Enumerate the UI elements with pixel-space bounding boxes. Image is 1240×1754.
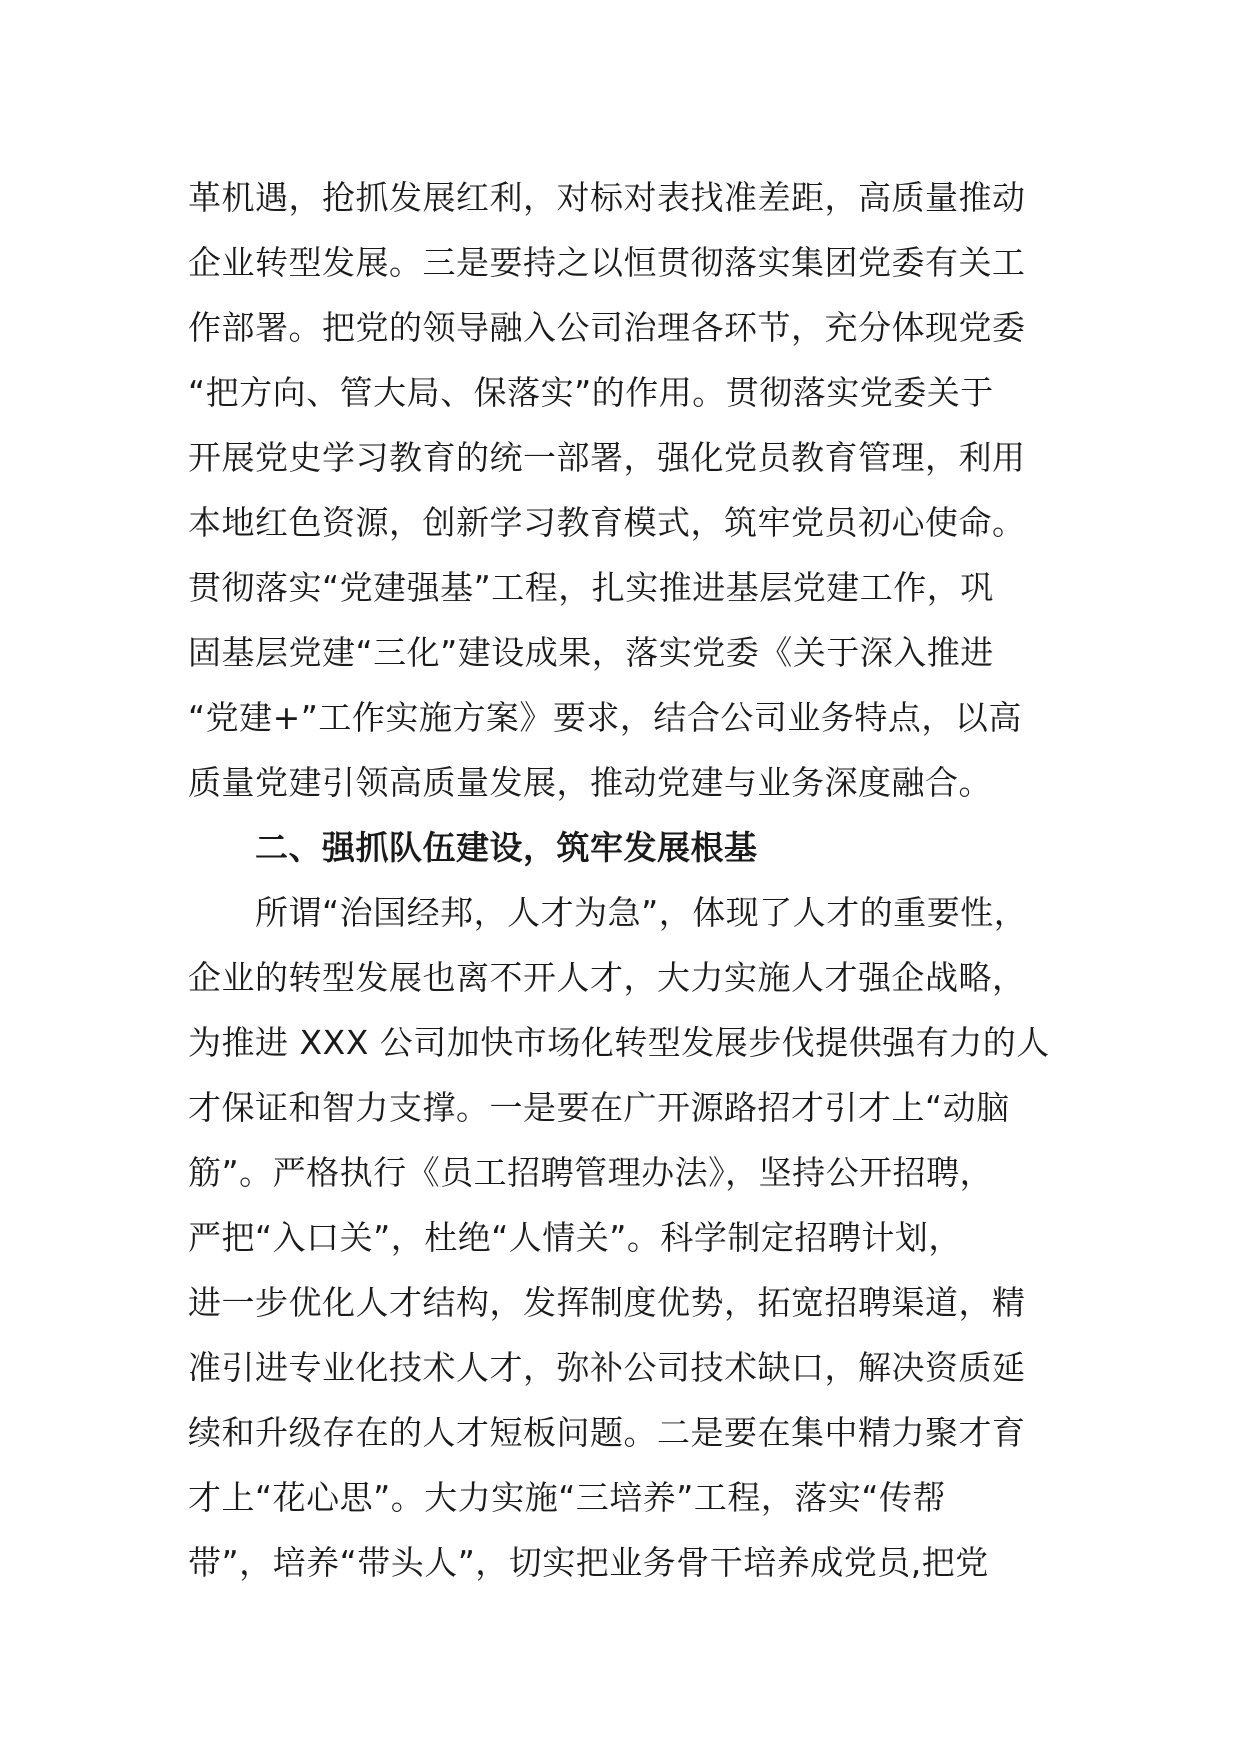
text-line: 企业转型发展。三是要持之以恒贯彻落实集团党委有关工 [188,243,1026,282]
text-line: 贯彻落实“党建强基”工程，扎实推进基层党建工作，巩 [188,568,994,607]
document-body [188,165,1088,1595]
text-line: 续和升级存在的人才短板问题。二是要在集中精力聚才育 [188,1413,1026,1452]
section-heading: 二、强抓队伍建设，筑牢发展根基 [255,828,758,867]
text-line: 筋”。严格执行《员工招聘管理办法》，坚持公开招聘， [188,1153,994,1192]
text-line: 带”，培养“带头人”，切实把业务骨干培养成党员,把党 [188,1543,989,1582]
text-line: 固基层党建“三化”建设成果，落实党委《关于深入推进 [188,633,994,672]
paragraph-1 [188,165,1088,815]
text-line: “把方向、管大局、保落实”的作用。贯彻落实党委关于 [188,373,994,412]
text-line: 为推进 XXX 公司加快市场化转型发展步伐提供强有力的人 [188,1023,1050,1062]
text-line: 严把“入口关”，杜绝“人情关”。科学制定招聘计划， [188,1218,962,1257]
paragraph-2 [188,880,1088,1595]
text-line: 企业的转型发展也离不开人才，大力实施人才强企战略， [188,958,1026,997]
text-line: “党建+”工作实施方案》要求，结合公司业务特点，以高 [188,698,1022,737]
text-line: 质量党建引领高质量发展，推动党建与业务深度融合。 [188,763,992,802]
text-line: 才保证和智力支撑。一是要在广开源路招才引才上“动脑 [188,1088,1010,1127]
text-line: 所谓“治国经邦，人才为急”，体现了人才的重要性， [255,893,1028,932]
text-line: 准引进专业化技术人才，弥补公司技术缺口，解决资质延 [188,1348,1026,1387]
text-line: 本地红色资源，创新学习教育模式，筑牢党员初心使命。 [188,503,1026,542]
text-line: 进一步优化人才结构，发挥制度优势，拓宽招聘渠道，精 [188,1283,1026,1322]
text-line: 开展党史学习教育的统一部署，强化党员教育管理，利用 [188,438,1026,477]
text-line: 才上“花心思”。大力实施“三培养”工程，落实“传帮 [188,1478,946,1517]
text-line: 作部署。把党的领导融入公司治理各环节，充分体现党委 [188,308,1026,347]
text-line: 革机遇，抢抓发展红利，对标对表找准差距，高质量推动 [188,178,1026,217]
